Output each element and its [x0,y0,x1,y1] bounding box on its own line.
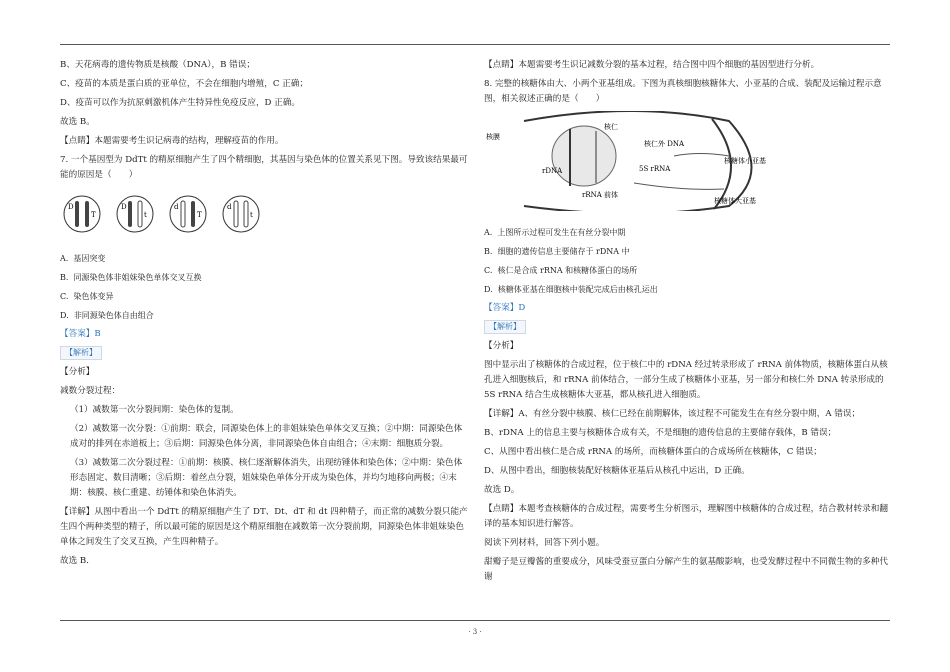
sperm-cells-figure [60,191,280,237]
text-line: C、疫苗的本质是蛋白质的亚单位，不会在细胞内增殖，C 正确； [60,79,308,89]
gene-label: t [250,211,253,219]
text-line: D、从图中看出，细胞核装配好核糖体亚基后从核孔中运出，D 正确。 [484,466,750,476]
text-line: （2）减数第一次分裂：①前期：联会，同源染色体上的非姐妹染色单体交叉互换；②中期：同源染色体成对的排列在赤道板上；③后期：同源染色体分离，非同源染色体自由组合；④末期：细胞质分裂。 [70,424,463,449]
text-line: 【详解】A、有丝分裂中核膜、核仁已经在前期解体，该过程不可能发生在有丝分裂中期，A 错误； [484,409,861,419]
text-line: （3）减数第二次分裂过程：①前期：核膜、核仁逐渐解体消失，出现纺锤体和染色体；②中期：染色体形态固定、数目清晰；③后期：着丝点分裂，姐妹染色单体分开成为染色体，并均匀地移向两极；④末期：核膜、核仁重建、纺锤体和染色体消失。 [70,458,463,498]
detail-7: 【详解】从图中看出一个 DdTt 的精原细胞产生了 DT、Dt、dT 和 dt 四种精子，而正常的减数分裂只能产生四个两种类型的精子，所以最可能的原因是这个精原细胞在减数第一次分裂前期，同源染色体非姐妹染色单体之间发生了交叉互换，产生四种精子。 [60,507,468,547]
cell-2 [117,196,153,232]
text-line: 阅读下列材料，回答下列小题。 [484,538,605,548]
question-8: 8. 完整的核糖体由大、小两个亚基组成。下图为真核细胞核糖体大、小亚基的合成、装配及运输过程示意图，相关叙述正确的是（ ） [484,79,882,104]
jiexi-8: 【解析】 [484,320,891,335]
ribosome-synthesis-figure [484,111,774,211]
text-line: B、天花病毒的遗传物质是核酸（DNA），B 错误； [60,60,255,70]
label-small-subunit: 核糖体小亚基 [724,157,766,165]
gene-label: d [227,203,232,211]
option-c: C. 染色体变异 [60,292,114,301]
conclusion-8: 故选 D。 [484,485,520,495]
option-b: B. 同源染色体非姐妹染色单体交叉互换 [60,273,202,282]
option-d: D. 非同源染色体自由组合 [60,311,154,320]
transport-arrow [634,183,724,189]
text-line: 【点睛】本题考查核糖体的合成过程，需要考生分析图示，理解图中核糖体的合成过程，结合教材转录和翻译的基本知识进行解答。 [484,504,888,529]
transport-arrow [674,154,729,157]
label-rdna: rDNA [542,167,563,175]
gene-label: d [174,203,179,211]
gene-label: T [91,211,96,219]
text-line: 【点睛】本题需要考生识记病毒的结构，理解疫苗的作用。 [60,136,284,146]
conclusion-7: 故选 B． [60,556,95,566]
gene-label: t [144,211,147,219]
header-rule [60,44,890,45]
page-number: · 3 · [468,628,482,636]
answer-8: 【答案】D [484,303,526,313]
label-membrane: 核膜 [486,133,500,141]
text-line: 【点睛】本题需要考生识记减数分裂的基本过程，结合图中四个细胞的基因型进行分析。 [484,60,820,70]
text-line: B、rDNA 上的信息主要与核糖体合成有关，不是细胞的遗传信息的主要储存载体，B 错误； [484,428,837,438]
answer-7: 【答案】B [60,329,101,339]
option-a: A. 基因突变 [60,254,106,263]
text-line: 甜瓣子是豆瓣酱的重要成分，风味受蚕豆蛋白分解产生的氨基酸影响，也受发酵过程中不同微生物的多种代谢 [484,557,888,582]
option-d: D. 核糖体亚基在细胞核中装配完成后由核孔运出 [484,285,658,294]
label-nucleolus: 核仁 [604,123,618,131]
text-line: D、疫苗可以作为抗原刺激机体产生特异性免疫反应，D 正确。 [60,98,300,108]
text-line: （1）减数第一次分裂间期：染色体的复制。 [70,405,239,415]
option-b: B. 细胞的遗传信息主要储存于 rDNA 中 [484,247,630,256]
text-line: 图中显示出了核糖体的合成过程，位于核仁中的 rDNA 经过转录形成了 rRNA 前体物质，核糖体蛋白从核孔进入细胞核后，和 rRNA 前体结合，一部分生成了核糖体小亚基，另一部分和核仁外 DNA 转录形成的 5S rRNA 结合生成核糖体大亚基，都从核孔进入细胞质。 [484,360,888,400]
text-line: 减数分裂过程： [60,386,121,396]
fenxi-7: 【分析】 [60,367,95,377]
nucleolus [552,126,616,186]
jiexi-7: 【解析】 [60,346,470,361]
gene-label: D [121,203,127,211]
cell-3 [170,196,206,232]
gene-label: T [197,211,202,219]
question-7: 7. 一个基因型为 DdTt 的精原细胞产生了四个精细胞，其基因与染色体的位置关系见下图。导致该结果最可能的原因是（ ） [60,155,468,180]
text-line: 故选 B。 [60,117,95,127]
right-column [484,58,891,589]
footer-rule [60,620,890,621]
label-rrna: rRNA 前体 [582,191,619,199]
option-a: A. 上图所示过程可发生在有丝分裂中期 [484,228,626,237]
label-large-subunit: 核糖体大亚基 [714,197,756,205]
label-dna: 核仁外 DNA [644,140,685,148]
cell-1 [64,196,100,232]
text-line: C、从图中看出核仁是合成 rRNA 的场所，而核糖体蛋白的合成场所在核糖体，C 错误； [484,447,822,457]
left-column [60,58,470,573]
option-c: C. 核仁是合成 rRNA 和核糖体蛋白的场所 [484,266,638,275]
gene-label: D [68,203,74,211]
cell-4 [223,196,259,232]
label-5s: 5S rRNA [639,165,671,173]
fenxi-8: 【分析】 [484,341,519,351]
